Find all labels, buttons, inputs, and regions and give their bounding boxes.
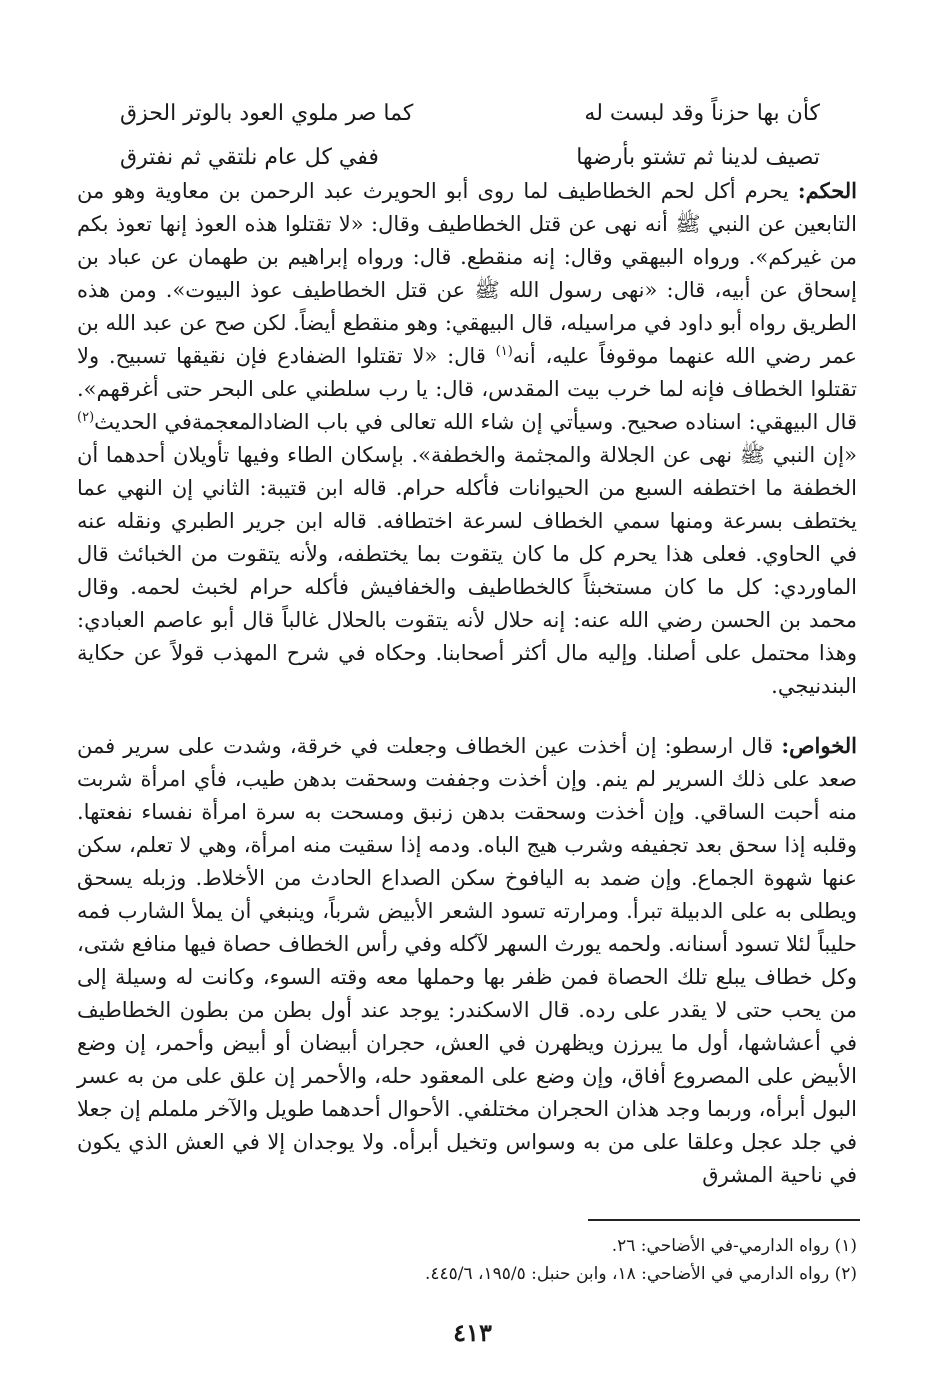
- ruling-text-part3: «إن النبي ﷺ نهى عن الجلالة والمجثمة والخطفة». بإسكان الطاء وفيها تأويلان أحدهما أن الخطفة ما اختطفه السبع من الحيوانات فأكله حرام. قاله ابن قتيبة: الثاني إن النهي عما يختطف بسرعة ومنها سمي الخطاف لسرعة اختطافه. قاله ابن جرير الطبري ونقله عنه في الحاوي. فعلى هذا يحرم كل ما كان يتقوت بما يختطفه، ولأنه يتقوت من الخبائث قال الماوردي: كل ما كان مستخبثاً كالخطاطيف والخفافيش فأكله حرام لخبث لحمه. وقال محمد بن الحسن رضي الله عنه: إنه حلال لأنه يتقوت بالحلال غالباً قال أبو عاصم العبادي: وهذا محتمل على أصلنا. وإليه مال أكثر أصحابنا. وحكاه في شرح المهذب قولاً عن حكاية البندنيجي.: [77, 443, 857, 698]
- footnote-divider: [588, 1219, 860, 1221]
- properties-heading: الخواص:: [781, 733, 857, 758]
- footnote-marker-2: (٢): [77, 410, 95, 425]
- footnote-marker-1: (١): [495, 344, 513, 359]
- ruling-paragraph: [77, 174, 857, 703]
- poem-first-hemistich: كأن بها حزناً وقد لبست له: [584, 101, 820, 126]
- ruling-heading: الحكم:: [797, 178, 857, 203]
- properties-paragraph: [77, 729, 857, 1192]
- page-number: ٤١٣: [453, 1318, 492, 1347]
- poem-first-hemistich: تصيف لدينا ثم تشتو بأرضها: [576, 145, 820, 170]
- poem-second-hemistich: ففي كل عام نلتقي ثم نفترق: [120, 145, 379, 170]
- properties-text: قال ارسطو: إن أخذت عين الخطاف وجعلت في خرقة، وشدت على سرير فمن صعد على ذلك السرير لم ينم. وإن أخذت وجففت وسحقت بدهن طيب، فأي امرأة شربت منه أحبت الساقي. وإن أخذت وسحقت بدهن زنبق ومسحت به سرة امرأة نفساء نفعتها. وقلبه إذا سحق بعد تجفيفه وشرب هيج الباه. ودمه إذا سقيت منه امرأة، وهي لا تعلم، سكن عنها شهوة الجماع. وإن ضمد به اليافوخ سكن الصداع الحادث من الأخلاط. وزبله يسحق ويطلى به على الدبيلة تبرأ. ومرارته تسود الشعر الأبيض شرباً، وينبغي أن يملأ الشارب فمه حليباً لئلا تسود أسنانه. ولحمه يورث السهر لآكله وفي رأس الخطاف حصاة فيها منافع شتى، وكل خطاف يبلع تلك الحصاة فمن ظفر بها وحملها معه وقته السوء، وكانت له وسيلة إلى من يحب حتى لا يقدر على رده. قال الاسكندر: يوجد عند أول بطن من بطون الخطاطيف في أعشاشها، أول ما يبرزن ويظهرن في العش، حجران أبيضان أو أبيض وأحمر، إن وضع الأبيض على المصروع أفاق، وإن وضع على المعقود حله، والأحمر إن علق على من به عسر البول أبرأه، وربما وجد هذان الحجران مختلفي. الأحوال أحدهما طويل والآخر ململم إن جعلا في جلد عجل وعلقا على من به وسواس وتخيل أبرأه. ولا يوجدان إلا في العش الذي يكون في ناحية المشرق: [77, 734, 857, 1187]
- ruling-text-part2: قال: «لا تقتلوا الضفادع فإن نقيقها تسبيح. ولا تقتلوا الخطاف فإنه لما خرب بيت المقدس، قال: يا رب سلطني على البحر حتى أغرقهم». قال البيهقي: اسناده صحيح. وسيأتي إن شاء الله تعالى في باب الضادالمعجمةفي الحديث: [77, 344, 857, 434]
- footnote-item: (٢) رواه الدارمي في الأضاحي: ١٨، وابن حنبل: ١٩٥/٥، ٤٤٥/٦.: [424, 1264, 857, 1284]
- footnote-item: (١) رواه الدارمي-في الأضاحي: ٢٦.: [611, 1236, 857, 1256]
- poem-second-hemistich: كما صر ملوي العود بالوتر الحزق: [120, 101, 414, 126]
- poem-verses: [120, 92, 820, 180]
- poem-verse: [120, 92, 820, 136]
- ruling-text-part1: يحرم أكل لحم الخطاطيف لما روى أبو الحويرث عبد الرحمن بن معاوية وهو من التابعين عن النبي ﷺ أنه نهى عن قتل الخطاطيف وقال: «لا تقتلوا هذه العوذ إنها تعوذ بكم من غيركم». ورواه البيهقي وقال: إنه منقطع. قال: ورواه إبراهيم بن طهمان عن عباد بن إسحاق عن أبيه، قال: «نهى رسول الله ﷺ عن قتل الخطاطيف عوذ البيوت». ومن هذه الطريق رواه أبو داود في مراسيله، قال البيهقي: وهو منقطع أيضاً. لكن صح عن عبد الله بن عمر رضي الله عنهما موقوفاً عليه، أنه: [77, 179, 858, 368]
- footnotes: [77, 1232, 857, 1288]
